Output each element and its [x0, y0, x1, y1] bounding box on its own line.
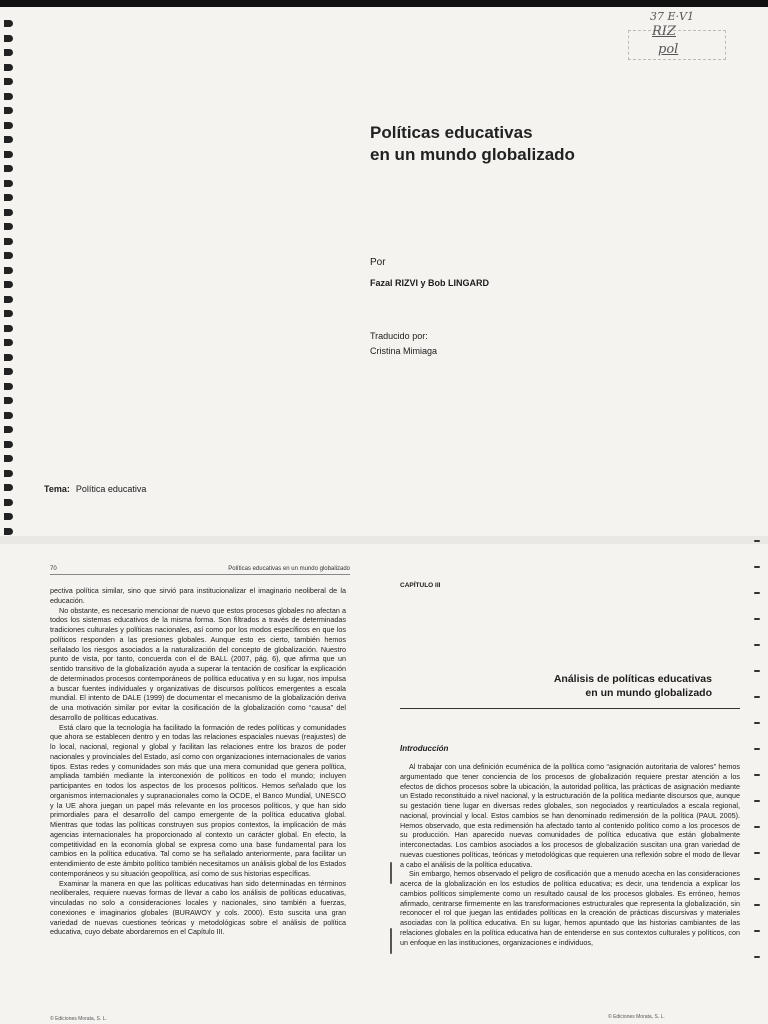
- binding-ring: [4, 64, 13, 71]
- spiral-binding: [0, 20, 26, 540]
- chapter-title: [420, 672, 712, 700]
- pencil-mark: [754, 670, 760, 672]
- binding-ring: [4, 484, 13, 491]
- pencil-mark: [754, 540, 760, 542]
- scan-top-edge: [0, 0, 768, 7]
- chapter-title-line-2: en un mundo globalizado: [585, 687, 712, 699]
- binding-ring: [4, 20, 13, 27]
- topic-line: [44, 484, 146, 494]
- pencil-mark: [754, 904, 760, 906]
- binding-ring: [4, 49, 13, 56]
- paragraph: Sin embargo, hemos observado el peligro de cosificación que a menudo acecha en las consideraciones acerca de la globalización en los estudios de política educativa; es decir, una tendencia a explicar los cambios políticos simplemente como un resultado causal de los procesos globales. Es erróneo, hemos afirmado, centrarse firmemente en las transformaciones estructurales que representa la globalización, sin reconocer el rol que juegan las entidades políticas en la creación de prácticas discursivas y materiales asociadas con la política educativa. En su lugar, hemos apuntado que las historias cambiantes de las relaciones globales en la política educativa han de entenderse en sus contextos culturales y políticos, con un enfoque en las instituciones, organizaciones e individuos,: [400, 869, 740, 947]
- topic-label: Tema:: [44, 484, 70, 494]
- pencil-mark: [754, 878, 760, 880]
- cover-page: [0, 8, 768, 536]
- paragraph: No obstante, es necesario mencionar de nuevo que estos procesos globales no afectan a todos los sistemas educativos de la misma forma. Son filtrados a través de determinadas tradiciones culturales y políticas nacionales, así como por los modos específicos en que los políticos responden a las presiones globales. Aunque esto es cierto, también hemos señalado los riesgos asociados a la naturalización del concepto de globalización. Nuestro punto de vista, por tanto, concuerda con el de BALL (2007, pág. 6), que afirma que un sentido transitivo de la globalización ayuda a superar la tentación de cosificar la explicación de determinados procesos contemporáneos de política educativa y en su lugar, nos impulsa a buscar fuentes individuales y organizativas de discursos políticos emergentes a escala mundial. El intento de DALE (1999) de documentar el mecanismo de la globalización deriva de una motivación similar por evitar la cosificación de la globalización como “causa” del desarrollo de políticas educativas.: [50, 605, 346, 722]
- binding-ring: [4, 209, 13, 216]
- left-page-footer: © Ediciones Morata, S. L.: [50, 1016, 107, 1022]
- pencil-mark: [754, 566, 760, 568]
- binding-ring: [4, 267, 13, 274]
- binding-ring: [4, 528, 13, 535]
- handwritten-annotation: [628, 8, 728, 56]
- translator-name: Cristina Mimiaga: [370, 346, 438, 356]
- topic-value: Política educativa: [75, 484, 147, 494]
- pencil-mark: [754, 774, 760, 776]
- page-separator: [0, 536, 768, 544]
- paragraph: Al trabajar con una definición ecuménica de la política como “asignación autoritaria de valores” hemos argumentado que tener conciencia de los procesos de globalización requiere prestar atención a los efectos de dichos procesos sobre la ubicación, la autoridad política, las prácticas de asignación mediante un Estado reconstituido a nivel nacional, y la estructuración de la política mediante discursos que, aunque su gestación tiene lugar en diversas redes globales, son negociados y rearticulados a escala regional, nacional, provincial y local. Estos cambios se han denominado redimensión de la política (PAUL 2005). Hemos observado, que esta redimensión ha afectado tanto al contenido político como a los procesos de su producción. Han aparecido nuevas comunidades de política educativa que están globalmente interconectadas. Los cambios asociados a los procesos de globalización suscitan una gran variedad de nuevas cuestiones políticas, teóricas y metodológicas que requieren una reflexión sobre el modo de llevar a cabo el análisis de la política educativa.: [400, 762, 740, 869]
- binding-ring: [4, 107, 13, 114]
- pencil-mark: [754, 826, 760, 828]
- pencil-mark: [754, 696, 760, 698]
- binding-ring: [4, 35, 13, 42]
- pencil-mark: [754, 644, 760, 646]
- book-title-line-1: Políticas educativas: [370, 123, 533, 142]
- binding-ring: [4, 455, 13, 462]
- translated-label: Traducido por:: [370, 331, 428, 341]
- binding-ring: [4, 252, 13, 259]
- binding-ring: [4, 165, 13, 172]
- pencil-mark: [754, 930, 760, 932]
- section-heading: Introducción: [400, 744, 449, 753]
- chapter-title-line-1: Análisis de políticas educativas: [553, 673, 712, 685]
- binding-ring: [4, 354, 13, 361]
- binding-ring: [4, 151, 13, 158]
- left-page-body: [50, 586, 346, 937]
- binding-ring: [4, 93, 13, 100]
- binding-ring: [4, 310, 13, 317]
- margin-mark: [390, 862, 392, 884]
- binding-ring: [4, 78, 13, 85]
- pencil-mark: [754, 592, 760, 594]
- binding-ring: [4, 339, 13, 346]
- paragraph: Está claro que la tecnología ha facilitado la formación de redes políticas y comunidades que ahora se establecen dentro y en todas las relaciones espaciales nuevas (reajustes) de lo local, nacional, regional y global y facilitan las relaciones entre los brazos de poder nacionales y provinciales del Estado, así como con organizaciones internacionales de varios tipos. Estas redes y comunidades son más que una mera comunidad que genera política, ampliada también mediante la interconexión de políticos en todo el mundo; incluyen participantes en todos los aspectos de los procesos políticos. Hemos señalado que los organismos internacionales y supranacionales como la OCDE, el Banco Mundial, UNESCO y la UE ahora juegan un papel más relevante en los procesos políticos, y que han sido primordiales para el desarrollo del campo emergente de la política educativa global. Mientras que todas las políticas construyen sus propios contextos, la implicación de más agencias internacionales ha proporcionado al contexto un carácter global. En efecto, la competitividad en la economía global se expresa como una base fundamental para los cambios en la política educativa. Tal como se ha señalado anteriormente, para facilitar un entendimiento de este ámbito político también necesitamos un análisis global de los Estados contemporáneos y su situación geopolítica, así como de sus historias específicas.: [50, 722, 346, 878]
- book-title: [370, 122, 710, 166]
- binding-ring: [4, 180, 13, 187]
- right-page-footer: © Ediciones Morata, S. L.: [608, 1014, 665, 1020]
- authors: Fazal RIZVI y Bob LINGARD: [370, 278, 490, 288]
- binding-ring: [4, 238, 13, 245]
- chapter-rule: [400, 708, 740, 709]
- binding-ring: [4, 223, 13, 230]
- translation-credit: [370, 329, 437, 359]
- running-title: Políticas educativas en un mundo globalizado: [228, 566, 350, 572]
- annotation-line-1: 37 E·V1: [650, 10, 694, 23]
- pencil-mark: [754, 800, 760, 802]
- left-page-header: [50, 566, 350, 575]
- binding-ring: [4, 470, 13, 477]
- binding-ring: [4, 194, 13, 201]
- binding-ring: [4, 513, 13, 520]
- binding-ring: [4, 412, 13, 419]
- binding-ring: [4, 426, 13, 433]
- binding-ring: [4, 397, 13, 404]
- binding-ring: [4, 325, 13, 332]
- binding-ring: [4, 499, 13, 506]
- pencil-mark: [754, 618, 760, 620]
- book-title-line-2: en un mundo globalizado: [370, 145, 575, 164]
- paragraph: Examinar la manera en que las políticas educativas han sido determinadas en términos neoliberales, requiere nuevas formas de llevar a cabo los análisis de políticas educativas, vinculadas no solo a consideraciones locales y nacionales, sino también a fuerzas, conexiones e imaginarios globales (BURAWOY y cols. 2000). Esto suscita una gran variedad de nuevas cuestiones teóricas y metodológicas sobre el análisis de política educativa, cuyo debate abordaremos en el Capítulo III.: [50, 878, 346, 937]
- margin-mark: [390, 928, 392, 954]
- chapter-label: CAPÍTULO III: [400, 582, 441, 589]
- page-number: 70: [50, 566, 57, 572]
- pencil-mark: [754, 956, 760, 958]
- by-label: Por: [370, 257, 386, 268]
- binding-ring: [4, 368, 13, 375]
- right-page-body: [400, 762, 740, 947]
- binding-ring: [4, 296, 13, 303]
- annotation-line-2: RIZ: [652, 24, 676, 39]
- annotation-line-3: pol: [658, 42, 679, 57]
- pencil-mark: [754, 722, 760, 724]
- binding-ring: [4, 136, 13, 143]
- pencil-mark: [754, 852, 760, 854]
- binding-ring: [4, 122, 13, 129]
- pencil-mark: [754, 748, 760, 750]
- margin-pencil-marks: [748, 540, 768, 1020]
- binding-ring: [4, 383, 13, 390]
- binding-ring: [4, 281, 13, 288]
- binding-ring: [4, 441, 13, 448]
- paragraph: pectiva política similar, sino que sirvió para institucionalizar el imaginario neoliberal de la educación.: [50, 586, 346, 605]
